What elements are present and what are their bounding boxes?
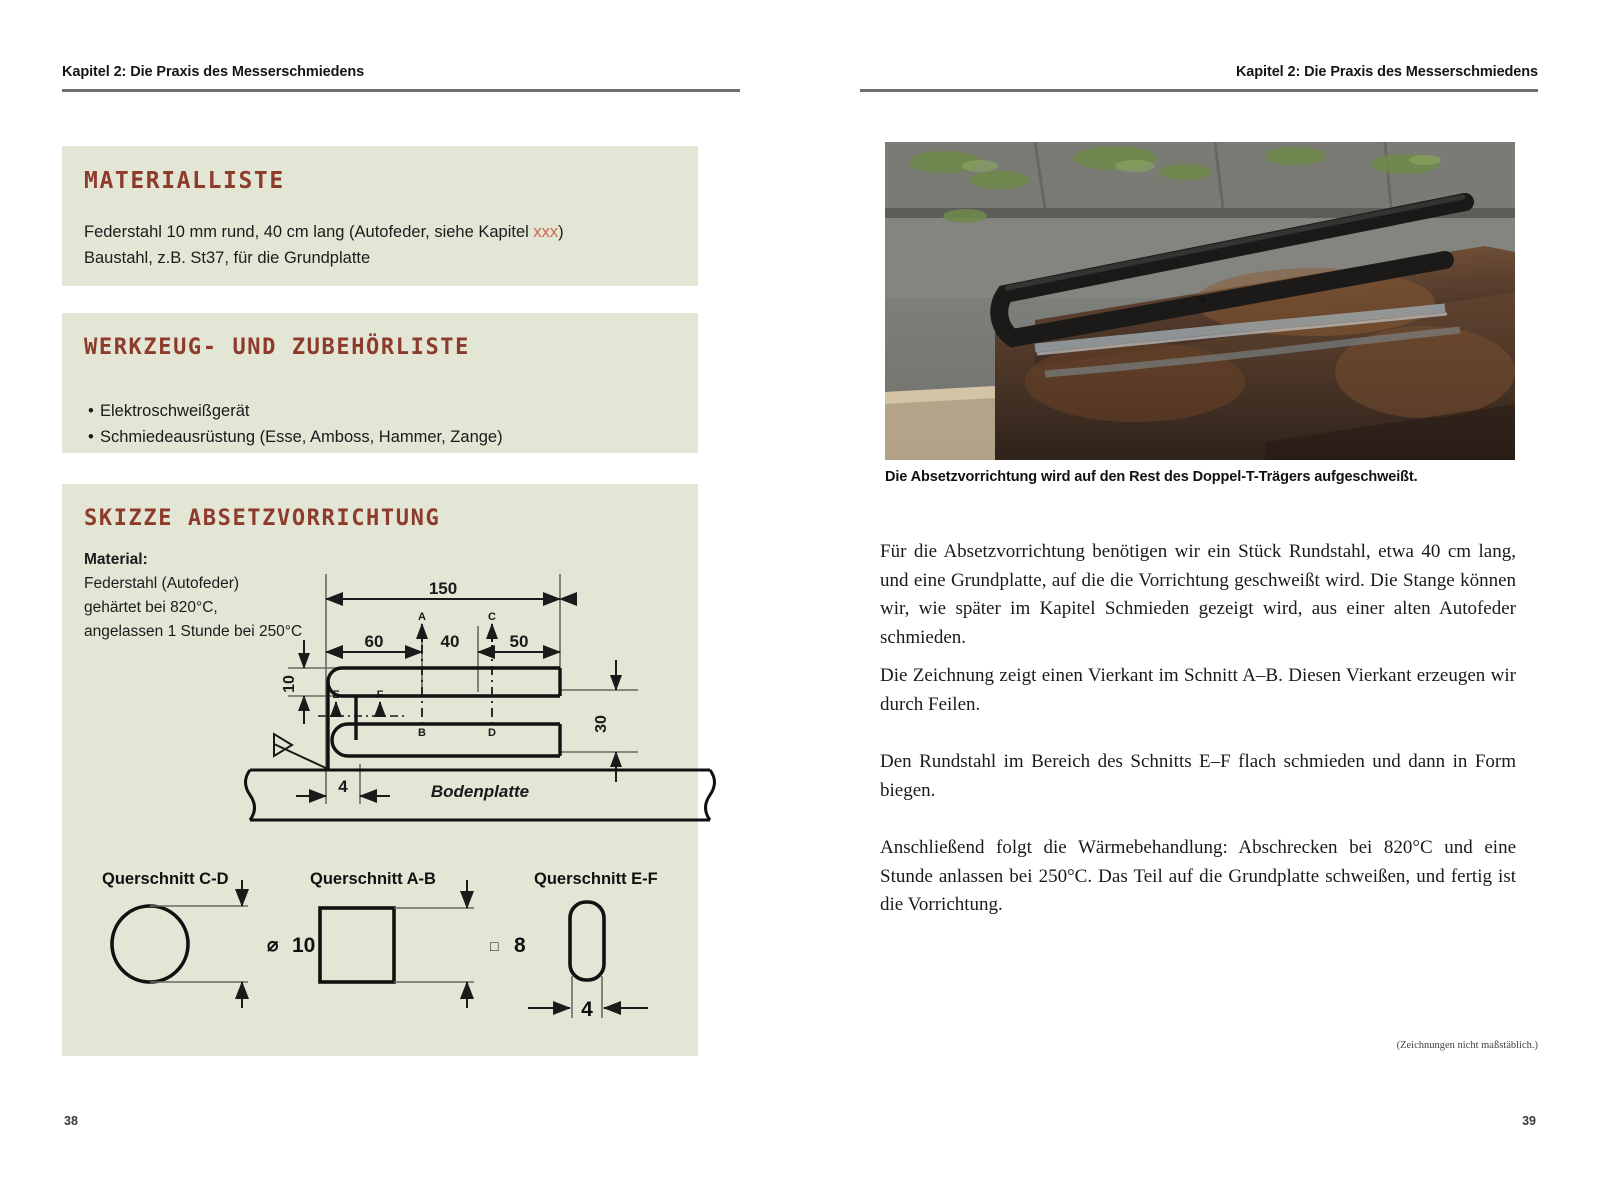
- tool-list-title: WERKZEUG- UND ZUBEHÖRLISTE: [84, 335, 470, 360]
- cross-section-figures: [92, 866, 672, 1041]
- drawing-scale-note: (Zeichnungen nicht maßstäblich.): [1396, 1040, 1538, 1051]
- dimension-label-50: 50: [509, 632, 529, 651]
- material-list-box: [62, 146, 698, 286]
- cross-section-value-ab: 8: [514, 934, 526, 957]
- bullet-icon: •: [88, 402, 94, 420]
- sketch-material-label: Material:: [84, 551, 148, 568]
- part-profile: [328, 668, 560, 756]
- sketch-material-line-3: angelassen 1 Stunde bei 250°C: [84, 623, 303, 640]
- photo-absetzvorrichtung: [885, 142, 1515, 460]
- section-mark-E: E: [332, 689, 340, 701]
- dimension-label-40: 40: [440, 632, 460, 651]
- material-line1-text: Federstahl 10 mm rund, 40 cm lang (Autofeder, siehe Kapitel: [84, 223, 534, 241]
- body-paragraph-1: Für die Absetzvorrichtung benötigen wir ein Stück Rundstahl, etwa 40 cm lang, und eine Grundplatte, auf die die Vorrichtung geschweißt wird. Die Stange können wir, wie später im Kapitel Schmieden gezeigt wird, aus einer alten Autofeder schmieden.: [880, 541, 1516, 648]
- material-list-line-1: [84, 220, 564, 245]
- running-head-right: Kapitel 2: Die Praxis des Messerschmiedens: [1235, 64, 1538, 80]
- list-item: [88, 425, 503, 450]
- page-number-left: 38: [64, 1114, 78, 1128]
- cross-section-symbol-ab: □: [490, 938, 499, 954]
- cross-section-title-ef: Querschnitt E-F: [534, 870, 658, 888]
- section-mark-C: C: [488, 611, 496, 623]
- section-mark-B: B: [418, 727, 426, 739]
- list-item: [88, 399, 249, 424]
- cross-section-square: [320, 908, 394, 982]
- bullet-icon: •: [88, 428, 94, 446]
- section-mark-A: A: [418, 611, 426, 623]
- dimension-label-4: 4: [338, 777, 348, 796]
- header-rule-right: [860, 89, 1538, 92]
- material-list-title: MATERIALLISTE: [84, 168, 285, 194]
- material-list-line-2: Baustahl, z.B. St37, für die Grundplatte: [84, 249, 371, 267]
- sketch-material-line-1: Federstahl (Autofeder): [84, 575, 240, 592]
- page-number-right: 39: [1522, 1114, 1536, 1128]
- body-paragraph-2: Die Zeichnung zeigt einen Vierkant im Schnitt A–B. Diesen Vierkant erzeugen wir durch Feilen.: [880, 665, 1516, 715]
- section-mark-D: D: [488, 727, 496, 739]
- weld-symbol: [274, 734, 328, 769]
- running-head-left: Kapitel 2: Die Praxis des Messerschmiedens: [62, 64, 365, 80]
- dimension-label-30: 30: [593, 715, 610, 733]
- section-mark-F: F: [376, 689, 384, 701]
- dimension-label-60: 60: [364, 632, 384, 651]
- technical-drawing: [230, 564, 730, 834]
- cross-section-symbol-cd: ⌀: [267, 935, 279, 956]
- cross-section-title-cd: Querschnitt C-D: [102, 870, 229, 888]
- chapter-ref-placeholder: xxx: [533, 223, 559, 241]
- base-plate-label: Bodenplatte: [430, 782, 530, 801]
- sketch-title: SKIZZE ABSETZVORRICHTUNG: [84, 506, 441, 531]
- body-paragraph-3: Den Rundstahl im Bereich des Schnitts E–F flach schmieden und dann in Form biegen.: [880, 751, 1516, 801]
- sketch-box: [62, 484, 698, 1056]
- photo-caption: Die Absetzvorrichtung wird auf den Rest des Doppel-T-Trägers aufgeschweißt.: [885, 469, 1418, 485]
- header-rule-left: [62, 89, 740, 92]
- dimension-label-10: 10: [281, 675, 298, 693]
- dimension-label-150: 150: [428, 579, 458, 598]
- tool-list-box: [62, 313, 698, 453]
- cross-section-oval: [570, 902, 604, 980]
- material-line1-tail: ): [558, 223, 564, 241]
- body-paragraph-4: Anschließend folgt die Wärmebehandlung: Abschrecken bei 820°C und eine Stunde anlassen bei 250°C. Das Teil auf die Grundplatte schweißen, und fertig ist die Vorrichtung.: [880, 837, 1516, 915]
- tool-item-label: Schmiedeausrüstung (Esse, Amboss, Hammer, Zange): [100, 428, 503, 446]
- cross-section-circle: [112, 906, 188, 982]
- sketch-material-line-2: gehärtet bei 820°C,: [84, 599, 218, 616]
- cross-section-value-ef: 4: [581, 998, 593, 1021]
- cross-section-value-cd: 10: [292, 934, 316, 957]
- cross-section-title-ab: Querschnitt A-B: [310, 870, 436, 888]
- tool-item-label: Elektroschweißgerät: [100, 402, 250, 420]
